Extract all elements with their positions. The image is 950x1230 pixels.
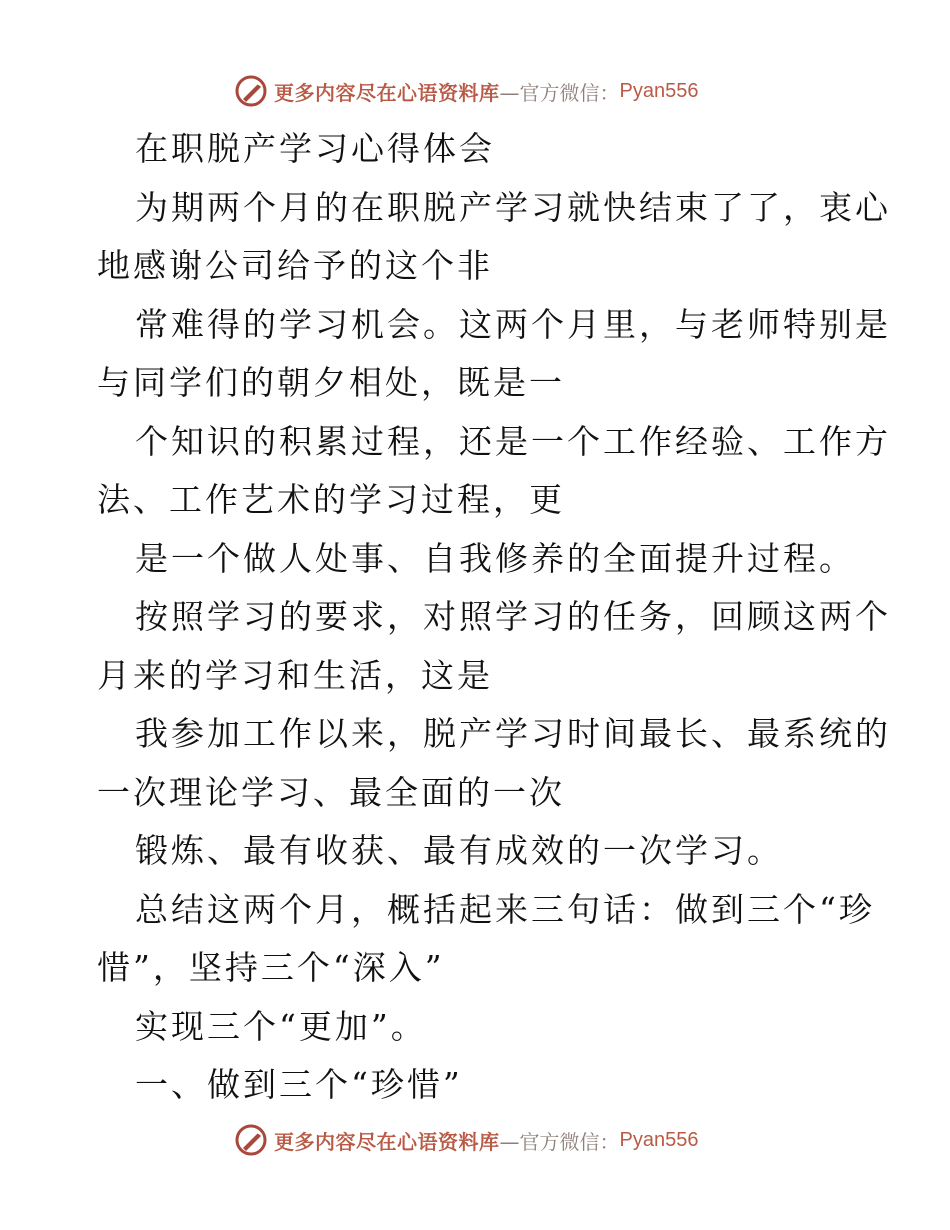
banner-wechat-id: Pyan556: [619, 79, 699, 102]
banner-title: 更多内容尽在心语资料库: [274, 1129, 500, 1154]
paragraph-line: 与同学们的朝夕相处，既是一: [97, 363, 565, 402]
header-banner: [234, 71, 754, 111]
banner-wechat-id: Pyan556: [619, 1128, 699, 1151]
paragraph-line: 地感谢公司给予的这个非: [97, 246, 493, 285]
paragraph-line: 实现三个“更加”。: [135, 1006, 427, 1046]
paragraph-line: 为期两个月的在职脱产学习就快结束了了，衷心: [135, 187, 891, 227]
banner-title: 更多内容尽在心语资料库: [274, 80, 500, 105]
document-title: 在职脱产学习心得体会: [135, 129, 495, 168]
banner-subtitle: —官方微信：: [499, 80, 620, 105]
paragraph-line: 我参加工作以来，脱产学习时间最长、最系统的: [135, 714, 891, 753]
paragraph-line: 月来的学习和生活，这是: [97, 655, 493, 695]
section-heading: 一、做到三个“珍惜”: [135, 1065, 463, 1104]
paragraph-line: 法、工作艺术的学习过程，更: [97, 480, 565, 519]
paragraph-line: 按照学习的要求，对照学习的任务，回顾这两个: [135, 597, 891, 636]
footer-banner: [234, 1120, 754, 1160]
paragraph-line: 个知识的积累过程，还是一个工作经验、工作方: [135, 421, 891, 461]
paragraph-line: 惜”，坚持三个“深入”: [97, 948, 445, 987]
document-body: [97, 120, 891, 1115]
banner-subtitle: —官方微信：: [499, 1129, 620, 1154]
paragraph-line: 是一个做人处事、自我修养的全面提升过程。: [135, 538, 855, 578]
seal-pen-icon: [234, 74, 268, 108]
paragraph-line: 一次理论学习、最全面的一次: [97, 772, 565, 812]
paragraph-line: 总结这两个月，概括起来三句话：做到三个“珍: [135, 889, 875, 929]
paragraph-line: 常难得的学习机会。这两个月里，与老师特别是: [135, 304, 891, 344]
seal-pen-icon: [234, 1123, 268, 1157]
paragraph-line: 锻炼、最有收获、最有成效的一次学习。: [135, 831, 783, 870]
